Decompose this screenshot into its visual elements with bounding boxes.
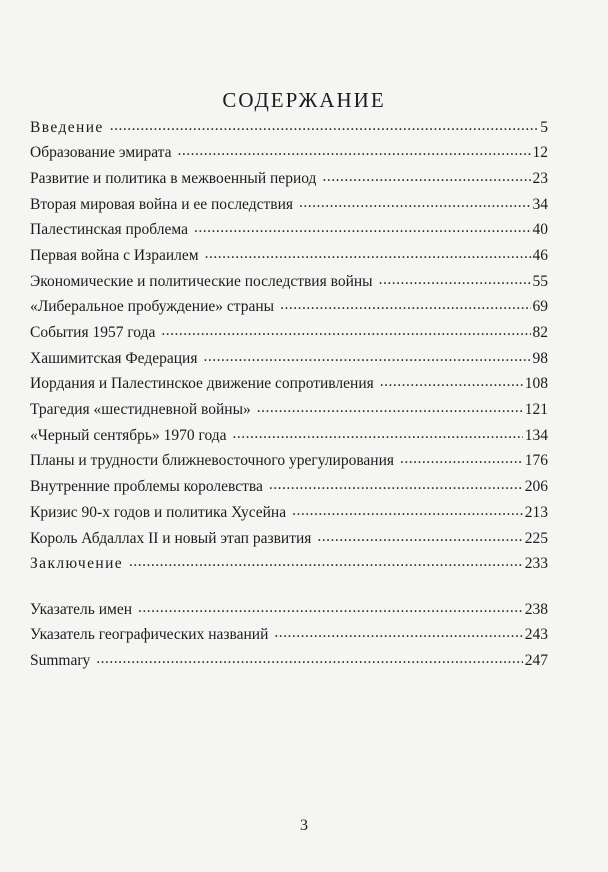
dot-leader (274, 624, 522, 640)
toc-entry-page: 121 (524, 401, 548, 419)
page-number: 3 (300, 817, 308, 834)
dot-leader (138, 598, 523, 614)
dot-leader (280, 296, 530, 312)
toc-entry-page: 134 (524, 426, 548, 444)
toc-entry (30, 476, 548, 502)
toc-entry (30, 219, 548, 245)
toc-main-list (30, 116, 548, 578)
dot-leader (205, 244, 531, 260)
dot-leader (110, 116, 539, 132)
toc-entry (30, 424, 548, 450)
toc-entry-title: Король Абдаллах II и новый этап развития (30, 529, 312, 547)
toc-entry (30, 399, 548, 425)
toc-entry (30, 142, 548, 168)
dot-leader (203, 347, 530, 363)
toc-entry (30, 501, 548, 527)
dot-leader (233, 424, 523, 440)
dot-leader (257, 399, 523, 415)
toc-entry-page: 34 (532, 195, 548, 213)
toc-entry-title: Вторая мировая война и ее последствия (30, 195, 294, 213)
toc-entry (30, 244, 548, 270)
toc-entry-title: Summary (30, 651, 91, 669)
toc-entry (30, 322, 548, 348)
dot-leader (317, 527, 522, 543)
dot-leader (299, 193, 530, 209)
toc-entry-title: Палестинская проблема (30, 221, 189, 239)
toc-entry (30, 167, 548, 193)
dot-leader (178, 142, 531, 158)
dot-leader (129, 553, 523, 569)
toc-entry-page: 5 (540, 118, 548, 136)
toc-entry-title: Указатель имен (30, 600, 132, 618)
toc-entry-page: 206 (524, 478, 548, 496)
toc-entry-page: 213 (524, 503, 548, 521)
toc-entry-page: 225 (524, 529, 548, 547)
toc-entry-title: Введение (30, 118, 104, 136)
toc-entry (30, 270, 548, 296)
toc-entry-title: Первая война с Израилем (30, 246, 199, 264)
toc-entry-page: 176 (524, 452, 548, 470)
dot-leader (322, 167, 530, 183)
toc-entry (30, 598, 548, 624)
toc-entry-page: 46 (532, 246, 548, 264)
toc-entry-page: 108 (524, 375, 548, 393)
toc-entry-page: 40 (532, 221, 548, 239)
toc-entry-title: Трагедия «шестидневной войны» (30, 401, 251, 419)
toc-entry (30, 527, 548, 553)
toc-entry-title: Экономические и политические последствия войны (30, 272, 373, 290)
toc-entry (30, 193, 548, 219)
toc-entry-page: 55 (532, 272, 548, 290)
toc-entry-title: Иордания и Палестинское движение сопротивления (30, 375, 374, 393)
toc-entry-page: 12 (532, 144, 548, 162)
toc-entry-title: Образование эмирата (30, 144, 172, 162)
toc-entry-title: Заключение (30, 555, 124, 573)
toc-entry (30, 553, 548, 579)
toc-entry-title: «Либеральное пробуждение» страны (30, 298, 275, 316)
toc-entry-page: 233 (524, 555, 548, 573)
toc-entry (30, 373, 548, 399)
dot-leader (380, 373, 523, 389)
toc-entry-title: События 1957 года (30, 324, 156, 341)
toc-entry-title: Хашимитская Федерация (30, 349, 198, 367)
toc-entry (30, 624, 548, 650)
toc-entry-page: 82 (532, 324, 548, 341)
toc-entry-page: 243 (524, 626, 548, 644)
toc-index-list (30, 598, 548, 675)
toc-entry (30, 649, 548, 675)
dot-leader (96, 649, 522, 665)
toc-entry (30, 116, 548, 142)
dot-leader (400, 450, 523, 466)
toc-entry-title: Кризис 90-х годов и политика Хусейна (30, 503, 287, 521)
dot-leader (379, 270, 531, 286)
toc-entry-page: 238 (524, 600, 548, 618)
dot-leader (269, 476, 523, 492)
toc-entry-page: 23 (532, 169, 548, 187)
toc-entry (30, 450, 548, 476)
toc-entry-title: Внутренние проблемы королевства (30, 478, 263, 496)
toc-entry-page: 98 (532, 349, 548, 367)
dot-leader (161, 322, 530, 338)
dot-leader (292, 501, 523, 517)
toc-entry-title: «Черный сентябрь» 1970 года (30, 426, 227, 444)
toc-entry (30, 296, 548, 322)
toc-entry-page: 69 (532, 298, 548, 316)
toc-entry-page: 247 (524, 651, 548, 669)
dot-leader (194, 219, 530, 235)
toc-entry-title: Развитие и политика в межвоенный период (30, 169, 317, 187)
toc-entry-title: Указатель географических названий (30, 626, 269, 644)
toc-title: СОДЕРЖАНИЕ (222, 88, 386, 113)
toc-entry-title: Планы и трудности ближневосточного урегулирования (30, 452, 395, 470)
toc-entry (30, 347, 548, 373)
